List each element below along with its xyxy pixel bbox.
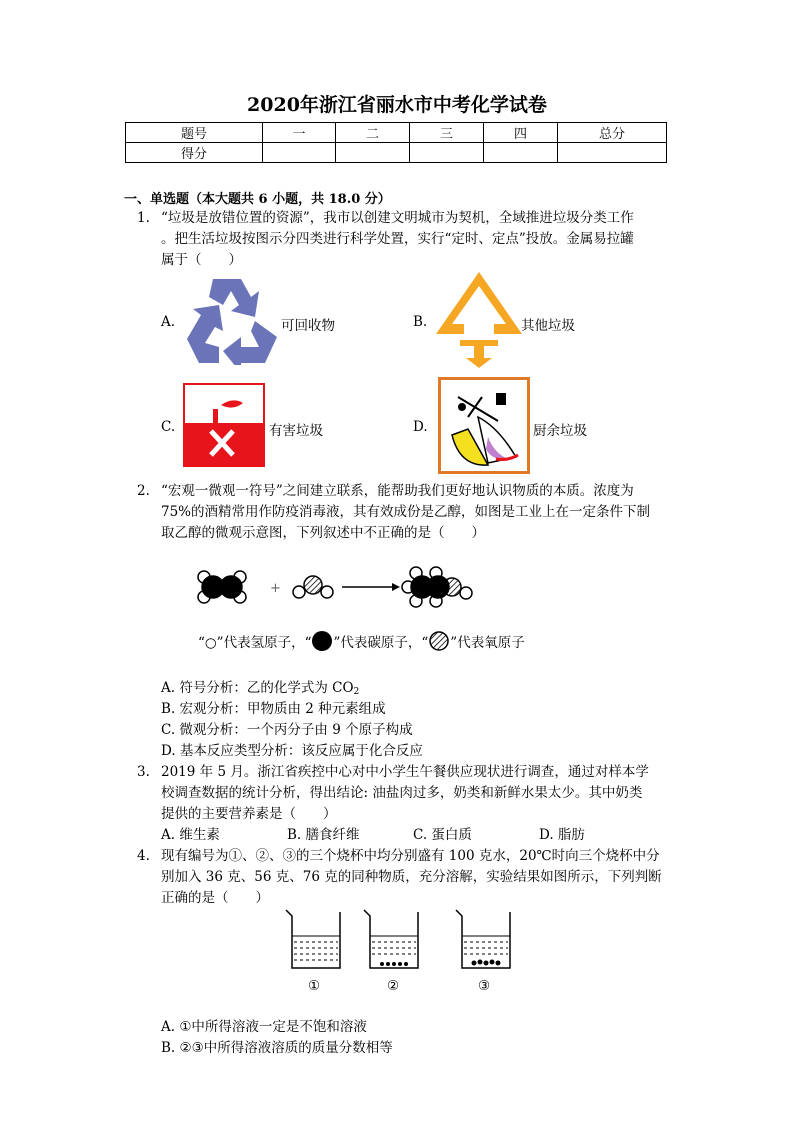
option-a: A. 符号分析：乙的化学式为 $CO_2$ <box>161 680 360 697</box>
option-a: A. ①中所得溶液一定是不饱和溶液 <box>161 1019 367 1035</box>
option-c: C. 微观分析：一个丙分子由 9 个原子构成 <box>161 722 413 738</box>
question-number: 3. <box>137 764 150 780</box>
reaction-arrow <box>342 583 400 591</box>
table-cell <box>336 143 410 163</box>
option-label: 可回收物 <box>281 318 335 334</box>
option-d: D. 基本反应类型分析：该反应属于化合反应 <box>161 743 423 759</box>
table-row <box>126 123 667 143</box>
beaker-2 <box>360 908 426 972</box>
table-cell <box>263 143 336 163</box>
option-c: C. 蛋白质 <box>413 827 472 843</box>
recycle-icon <box>183 277 279 365</box>
question-text: “垃圾是放错位置的资源”，我市以创建文明城市为契机，全域推进垃圾分类工作 <box>161 210 634 226</box>
section-heading: 一、单选题（本大题共 6 小题，共 18.0 分） <box>124 192 391 207</box>
option-b: B. ②③中所得溶液溶质的质量分数相等 <box>161 1040 393 1056</box>
table-cell <box>558 143 667 163</box>
option-d: D. 脂肪 <box>539 827 585 843</box>
legend-oxygen: ”代表氧原子 <box>450 635 525 651</box>
plus-sign: + <box>270 581 281 596</box>
question-number: 1. <box>137 210 150 226</box>
table-cell: 一 <box>263 123 336 143</box>
option-label: 其他垃圾 <box>521 318 575 334</box>
table-cell <box>410 143 484 163</box>
question-text: 2019 年 5 月。浙江省疾控中心对中小学生午餐供应现状进行调查，通过对样本学 <box>161 764 649 780</box>
option-letter: A. <box>161 314 176 330</box>
oxygen-atom-icon <box>428 630 450 652</box>
beaker-1 <box>282 908 348 972</box>
question-text: 属于（ ） <box>161 252 242 268</box>
beaker-label: ② <box>387 978 400 994</box>
table-cell: 二 <box>336 123 410 143</box>
reaction-diagram <box>190 565 480 609</box>
option-b: B. 膳食纤维 <box>287 827 360 843</box>
question-text: 75%的酒精常用作防疫消毒液，其有效成份是乙醇，如图是工业上在一定条件下制 <box>161 504 651 520</box>
question-text: 校调查数据的统计分析，得出结论: 油盐肉过多，奶类和新鲜水果太少。其中奶类 <box>161 785 643 801</box>
beaker-3 <box>452 908 518 972</box>
question-number: 2. <box>137 483 150 499</box>
page-title: 2020年浙江省丽水市中考化学试卷 <box>247 94 547 116</box>
question-text: “宏观一微观一符号”之间建立联系，能帮助我们更好地认识物质的本质。浓度为 <box>161 483 634 499</box>
legend <box>198 630 525 652</box>
option-letter: D. <box>413 419 428 435</box>
table-cell: 总分 <box>558 123 667 143</box>
question-text: 现有编号为①、②、③的三个烧杯中均分别盛有 100 克水，20℃时向三个烧杯中分 <box>161 848 660 864</box>
score-table <box>125 122 667 163</box>
question-text: 提供的主要营养素是（ ） <box>161 806 337 822</box>
option-label: 有害垃圾 <box>269 423 323 439</box>
table-cell <box>484 143 558 163</box>
legend-hydrogen: “○”代表氢原子，“ <box>198 635 312 651</box>
harmful-waste-icon <box>183 383 265 467</box>
legend-carbon: ”代表碳原子，“ <box>333 635 429 651</box>
carbon-atom-icon <box>311 630 333 652</box>
ethanol-molecule <box>402 567 472 607</box>
table-cell: 题号 <box>126 123 263 143</box>
question-text: 。把生活垃圾按图示分四类进行科学处置，实行“定时、定点”投放。金属易拉罐 <box>161 231 634 247</box>
option-letter: B. <box>413 314 428 330</box>
ethylene-molecule <box>198 571 246 603</box>
option-a: A. 维生素 <box>161 827 220 843</box>
question-text: 别加入 36 克、56 克、76 克的同种物质，充分溶解，实验结果如图所示，下列判断 <box>161 869 662 885</box>
table-cell: 四 <box>484 123 558 143</box>
option-b: B. 宏观分析：甲物质由 2 种元素组成 <box>161 701 386 717</box>
question-number: 4. <box>137 848 150 864</box>
other-waste-icon <box>436 272 522 368</box>
table-cell: 三 <box>410 123 484 143</box>
kitchen-waste-icon <box>438 377 530 474</box>
table-row <box>126 143 667 163</box>
option-letter: C. <box>161 419 176 435</box>
question-text: 取乙醇的微观示意图，下列叙述中不正确的是（ ） <box>161 525 485 541</box>
water-molecule <box>293 576 333 598</box>
beaker-label: ① <box>308 978 321 994</box>
question-text: 正确的是（ ） <box>161 890 269 906</box>
option-label: 厨余垃圾 <box>533 423 587 439</box>
table-cell: 得分 <box>126 143 263 163</box>
beaker-label: ③ <box>478 978 491 994</box>
